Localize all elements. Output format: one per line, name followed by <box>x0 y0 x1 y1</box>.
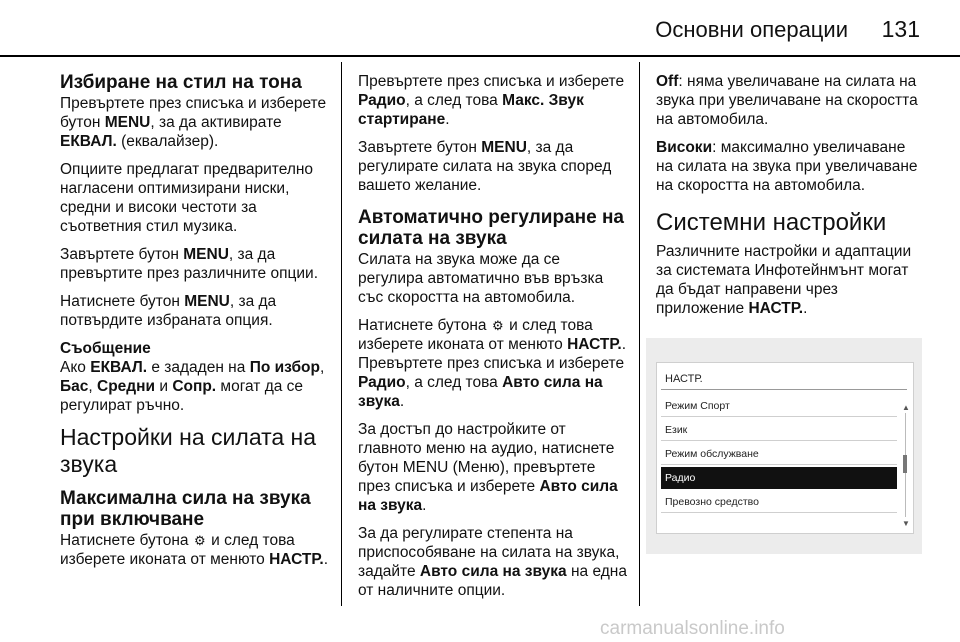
header-title: Основни операции <box>655 17 848 42</box>
column-divider <box>341 62 342 606</box>
menu-item[interactable]: Превозно средство <box>661 491 897 513</box>
scrollbar[interactable] <box>903 403 908 529</box>
page-header <box>0 0 960 54</box>
settings-screen-image <box>646 338 922 554</box>
header-rule <box>0 55 960 57</box>
column-divider <box>639 62 640 606</box>
column-3 <box>656 72 926 327</box>
paragraph: За да регулирате степента на приспособяване на силата на звука, задайте Авто сила на звука на една от наличните опции. <box>358 525 627 599</box>
menu-title: НАСТР. <box>665 373 703 385</box>
paragraph: Off: няма увеличаване на силата на звука при увеличаване на скоростта на автомобила. <box>656 73 918 128</box>
paragraph: Натиснете бутона ⚙ и след това изберете иконата от менюто НАСТР.. Превъртете през списъка и изберете Радио, а след това Авто сила на звука. <box>358 317 626 410</box>
note-box: Съобщение Ако ЕКВАЛ. е зададен на По избор, Бас, Средни и Сопр. могат да се регулират ръчно. <box>60 339 328 415</box>
column-2 <box>358 72 628 609</box>
heading-system-settings: Системни настройки <box>656 209 887 236</box>
menu-title-rule <box>661 389 907 390</box>
paragraph: Различните настройки и адаптации за системата Инфотейнмънт могат да бъдат направени чрез приложение НАСТР.. <box>656 243 912 317</box>
paragraph: Завъртете бутон MENU, за да регулирате силата на звука според вашето желание. <box>358 139 612 194</box>
heading-volume-settings: Настройки на силата на звука <box>60 424 317 477</box>
paragraph: За достъп до настройките от главното меню на аудио, натиснете бутон MENU (Меню), превъртете през списъка и изберете Авто сила на звука. <box>358 421 618 514</box>
heading-auto-volume: Автоматично регулиране на силата на звука <box>358 207 624 249</box>
paragraph: Превъртете през списъка и изберете Радио, а след това Макс. Звук стартиране. <box>358 73 625 128</box>
heading-tone-style: Избиране на стил на тона <box>60 72 302 93</box>
heading-max-startup-volume: Максимална сила на звука при включване <box>60 488 311 530</box>
settings-menu <box>656 362 914 534</box>
paragraph: Завъртете бутон MENU, за да превъртите през различните опции. <box>60 246 318 282</box>
paragraph: Високи: максимално увеличаване на силата на звука при увеличаване на скоростта на автомобила. <box>656 139 918 194</box>
gear-icon: ⚙ <box>194 533 206 548</box>
column-1 <box>60 72 328 578</box>
scroll-thumb[interactable] <box>903 455 907 473</box>
paragraph: Превъртете през списъка и изберете бутон MENU, за да активирате ЕКВАЛ. (еквалайзер). <box>60 95 327 150</box>
watermark: carmanualsonline.info <box>600 618 785 639</box>
menu-item[interactable]: Режим Спорт <box>661 395 897 417</box>
scroll-down-icon: ▼ <box>902 519 910 528</box>
note-title: Съобщение <box>60 340 151 357</box>
paragraph: Опциите предлагат предварително нагласени оптимизирани ниски, средни и високи честоти за съответния стил музика. <box>60 161 314 235</box>
menu-item[interactable]: Режим обслужване <box>661 443 897 465</box>
paragraph: Натиснете бутон MENU, за да потвърдите избраната опция. <box>60 293 277 329</box>
page-number: 131 <box>881 16 920 42</box>
menu-item[interactable]: Радио <box>661 467 897 489</box>
gear-icon: ⚙ <box>492 318 504 333</box>
scroll-up-icon: ▲ <box>902 403 910 412</box>
paragraph: Натиснете бутона ⚙ и след това изберете иконата от менюто НАСТР.. <box>60 532 328 568</box>
menu-item[interactable]: Език <box>661 419 897 441</box>
paragraph: Силата на звука може да се регулира автоматично във връзка със скоростта на автомобила. <box>358 251 604 306</box>
